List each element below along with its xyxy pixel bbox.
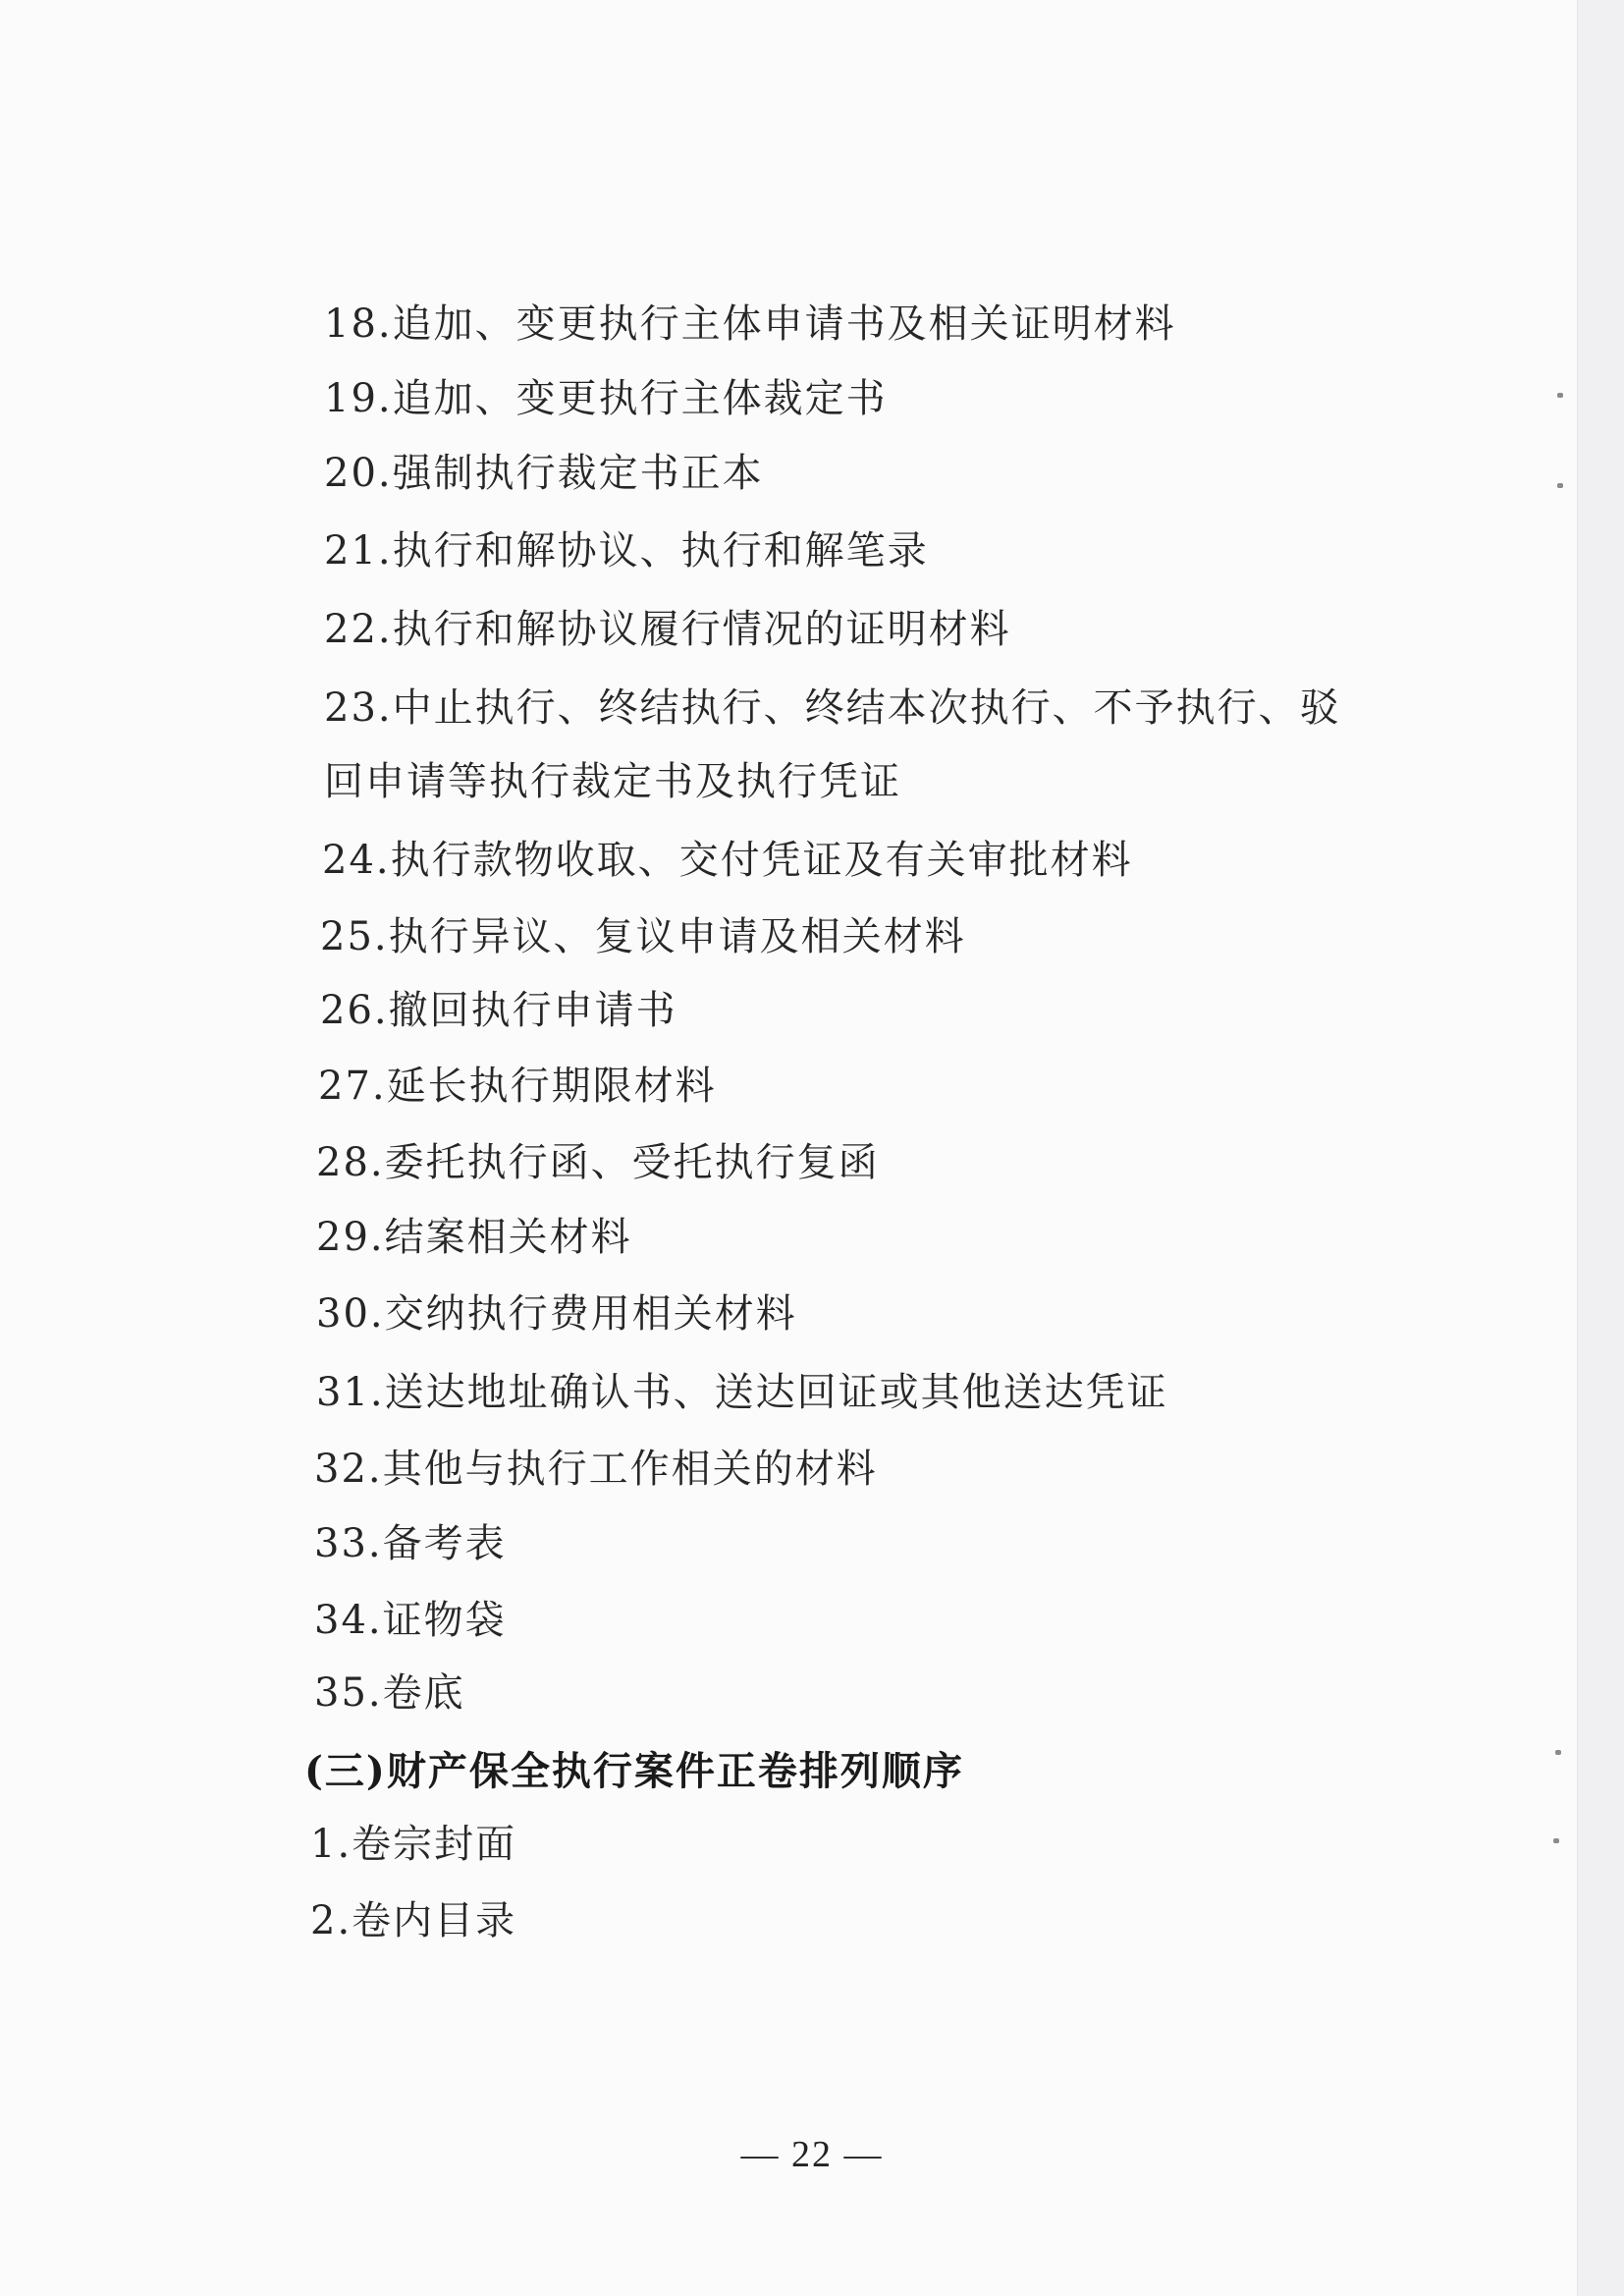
section-item-1: 1.卷宗封面 [310, 1822, 517, 1867]
list-item-23-continuation: 回申请等执行裁定书及执行凭证 [324, 759, 901, 804]
scan-speck [1555, 1750, 1561, 1755]
list-item-26: 26.撤回执行申请书 [320, 988, 677, 1033]
list-item-28: 28.委托执行函、受托执行复函 [316, 1140, 880, 1185]
list-item-23: 23.中止执行、终结执行、终结本次执行、不予执行、驳 [324, 685, 1341, 731]
scan-speck [1557, 483, 1563, 488]
list-item-34: 34.证物袋 [314, 1598, 507, 1643]
list-item-25: 25.执行异议、复议申请及相关材料 [320, 914, 966, 959]
page-edge-shadow [1577, 0, 1624, 2296]
list-item-33: 33.备考表 [314, 1521, 507, 1566]
list-item-29: 29.结案相关材料 [316, 1215, 632, 1260]
page-number: — 22 — [740, 2134, 884, 2175]
list-item-18: 18.追加、变更执行主体申请书及相关证明材料 [324, 301, 1176, 347]
scan-speck [1557, 393, 1563, 398]
section-item-2: 2.卷内目录 [310, 1898, 517, 1943]
list-item-20: 20.强制执行裁定书正本 [324, 451, 764, 496]
list-item-21: 21.执行和解协议、执行和解笔录 [324, 528, 929, 574]
list-item-22: 22.执行和解协议履行情况的证明材料 [324, 607, 1011, 652]
list-item-35: 35.卷底 [314, 1670, 465, 1716]
list-item-32: 32.其他与执行工作相关的材料 [314, 1447, 878, 1492]
list-item-19: 19.追加、变更执行主体裁定书 [324, 376, 888, 421]
list-item-24: 24.执行款物收取、交付凭证及有关审批材料 [322, 838, 1133, 883]
section-heading: (三)财产保全执行案件正卷排列顺序 [304, 1748, 964, 1794]
list-item-31: 31.送达地址确认书、送达回证或其他送达凭证 [316, 1370, 1168, 1415]
scan-speck [1553, 1838, 1559, 1843]
list-item-27: 27.延长执行期限材料 [318, 1064, 717, 1109]
list-item-30: 30.交纳执行费用相关材料 [316, 1291, 797, 1337]
